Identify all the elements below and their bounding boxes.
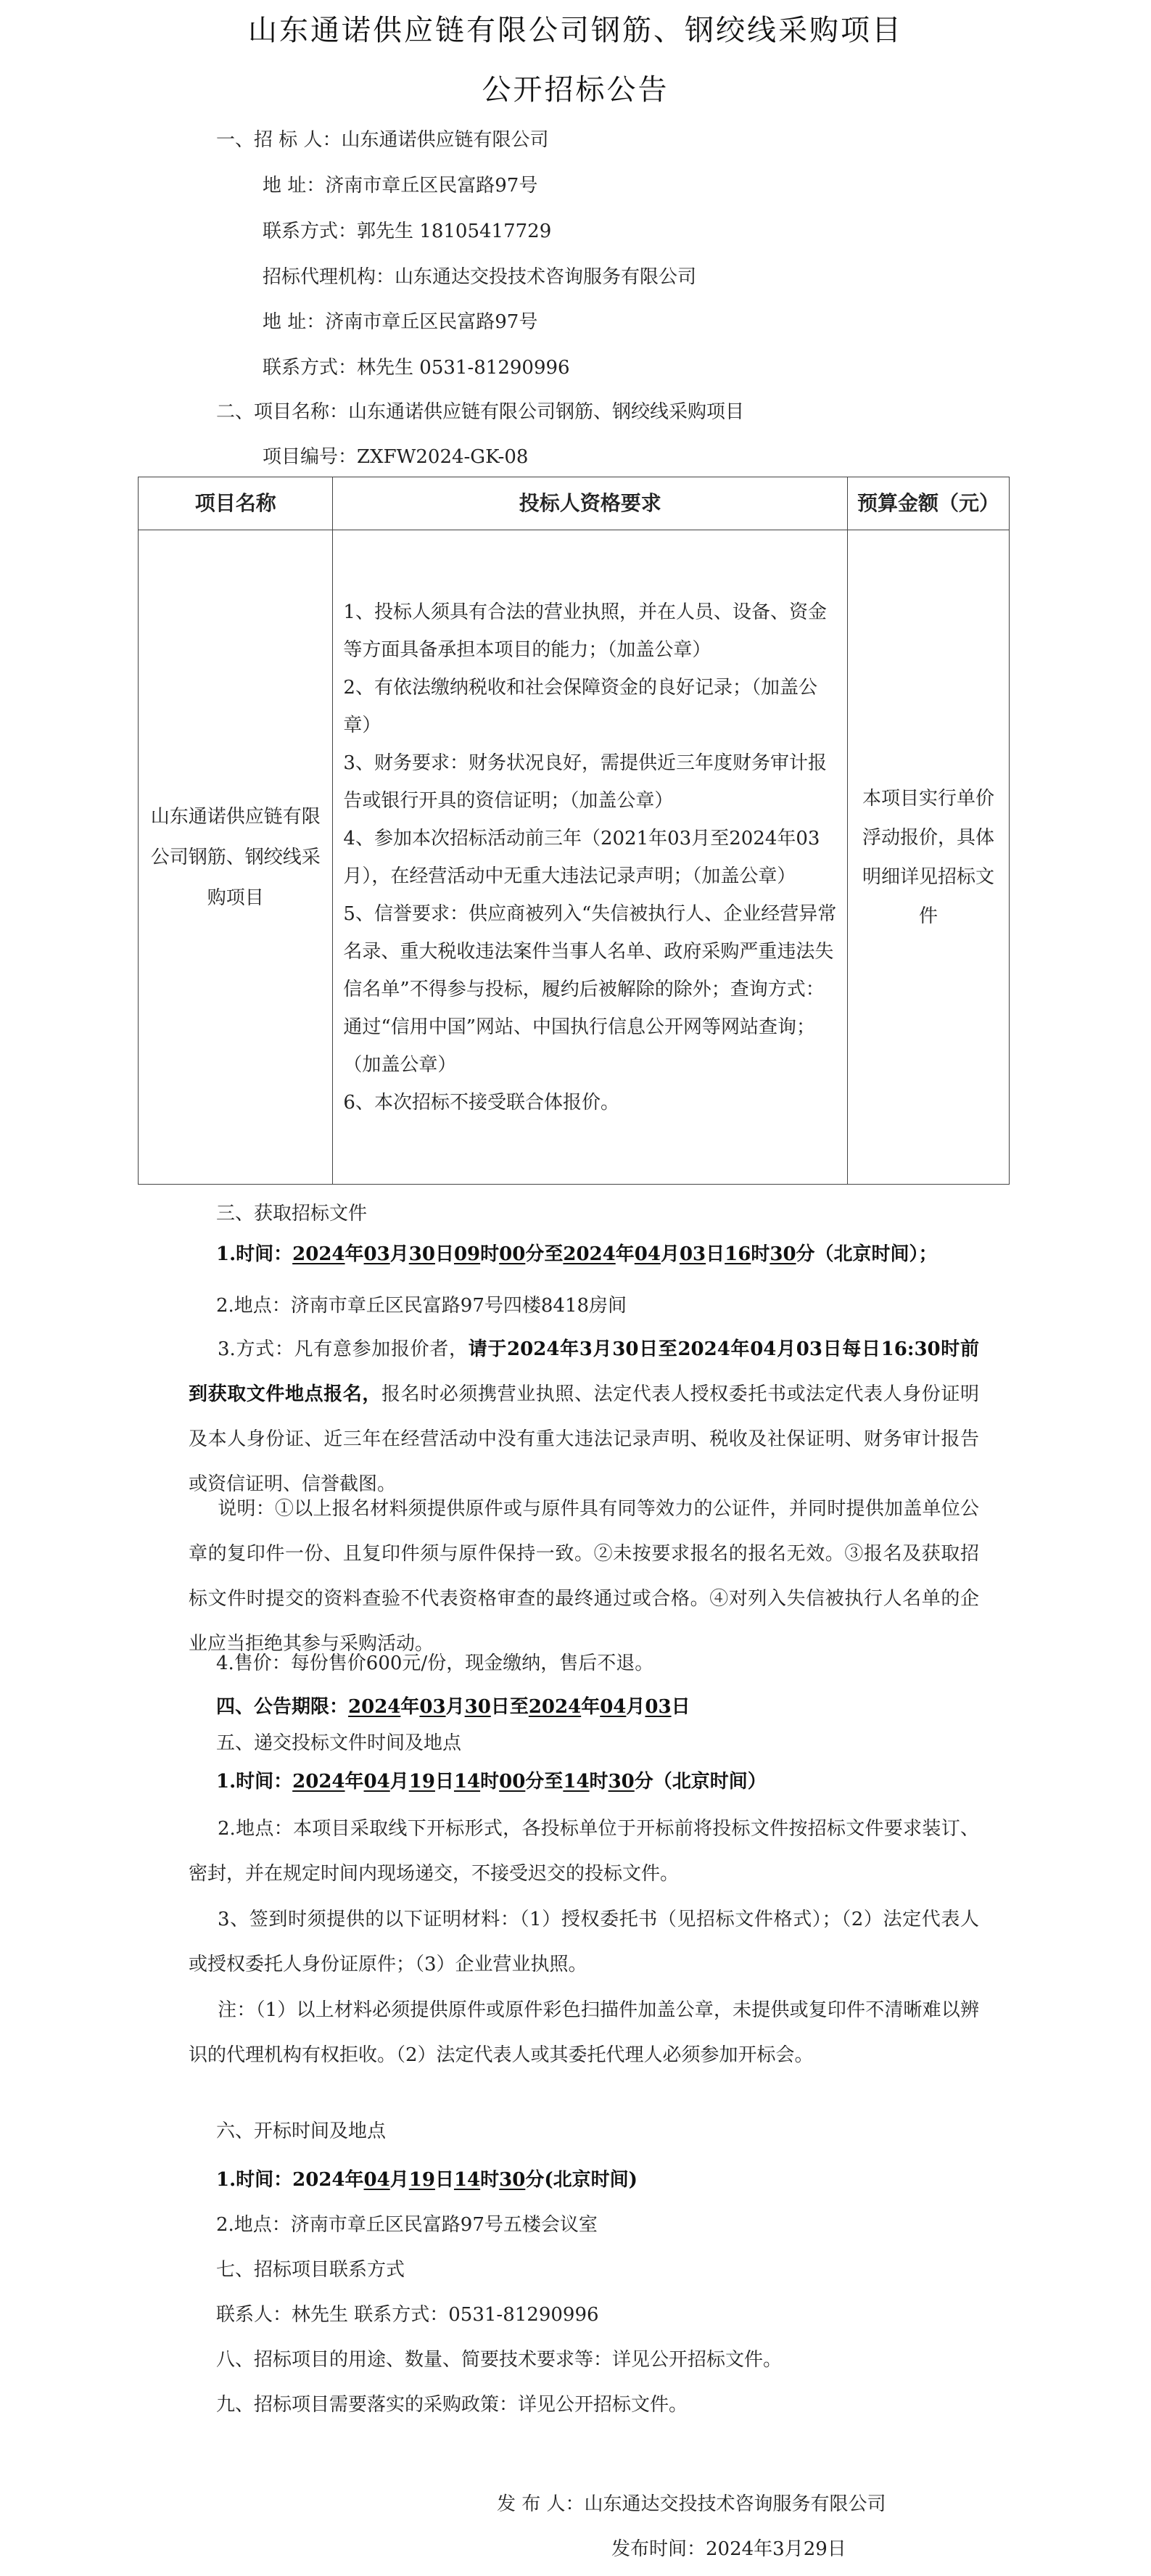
address-label: 地 址： [263, 311, 326, 333]
cell-budget: 本项目实行单价浮动报价，具体明细详见招标文件 [848, 530, 1010, 1185]
s7-contact: 联系人：林先生 联系方式：0531-81290996 [216, 2304, 599, 2326]
s3-date-part: 日 [706, 1243, 725, 1265]
s3-date-part: 03 [679, 1243, 706, 1265]
s3-date-part: 16 [725, 1243, 751, 1265]
s4-date-part: 年 [400, 1696, 420, 1718]
project-name-value: 山东通诺供应链有限公司钢筋、钢绞线采购项目 [348, 401, 745, 423]
requirement-item: 3、财务要求：财务状况良好，需提供近三年度财务审计报告或银行开具的资信证明；（加盖公章） [343, 752, 827, 812]
section6-heading: 六、开标时间及地点 [216, 2120, 387, 2142]
s6-date-part: 日 [434, 2169, 454, 2191]
s4-date-part: 日 [671, 1696, 690, 1718]
s5-date-part: 月 [389, 1771, 409, 1793]
s4-row [216, 1694, 690, 1720]
s3-date-part: 分（北京时间）； [796, 1243, 938, 1265]
agency-contact-row [263, 355, 570, 381]
section9: 九、招标项目需要落实的采购政策：详见公开招标文件。 [216, 2394, 688, 2416]
address-value: 济南市章丘区民富路97号 [325, 175, 538, 197]
tenderer-contact-row [263, 218, 551, 244]
s3-date-part: 2024 [292, 1243, 345, 1265]
s4-date-part: 03 [645, 1696, 672, 1718]
agency-value: 山东通达交投技术咨询服务有限公司 [395, 266, 697, 288]
s5-date-part: 14 [563, 1771, 590, 1793]
s4-date-part: 2024 [528, 1696, 582, 1718]
requirement-item: 2、有依法缴纳税收和社会保障资金的良好记录；（加盖公章） [343, 676, 817, 736]
s3-date-part: 2024 [563, 1243, 616, 1265]
contact-label: 联系方式： [263, 357, 358, 379]
s6-date-part: 分(北京时间) [525, 2169, 638, 2191]
s3-date-part: 月 [389, 1243, 409, 1265]
agency-label: 招标代理机构： [263, 266, 395, 288]
s5-date-part: 00 [499, 1771, 526, 1793]
s4-date-part: 月 [445, 1696, 465, 1718]
s4-date-part: 04 [600, 1696, 627, 1718]
publisher: 发 布 人：山东通达交投技术咨询服务有限公司 [497, 2493, 886, 2515]
s4-label: 四、公告期限： [216, 1696, 349, 1718]
s4-date-part: 月 [626, 1696, 645, 1718]
s5-date-part: 14 [453, 1771, 481, 1793]
s3-method [189, 1327, 979, 1507]
s5-date-part: 04 [363, 1771, 390, 1793]
agency-row [263, 264, 696, 290]
s3-date-part: 09 [453, 1243, 481, 1265]
s3-date-part: 00 [499, 1243, 526, 1265]
s3-date-part: 日 [434, 1243, 454, 1265]
s6-time-row [216, 2167, 638, 2193]
s3-place: 2.地点：济南市章丘区民富路97号四楼8418房间 [216, 1295, 627, 1317]
contact-value: 郭先生 18105417729 [357, 221, 552, 242]
s3-date-part: 03 [363, 1243, 390, 1265]
s4-date-part: 03 [419, 1696, 446, 1718]
s3-time-row [216, 1241, 938, 1267]
s6-date-part: 14 [453, 2169, 481, 2191]
s6-date-part: 年 [345, 2169, 364, 2191]
section7-heading: 七、招标项目联系方式 [216, 2259, 405, 2281]
s5-date-part: 19 [408, 1771, 435, 1793]
s6-date-part: 2024 [292, 2169, 345, 2191]
s6-time-label: 1.时间： [216, 2169, 293, 2191]
tenderer-label: 一、招 标 人： [216, 129, 342, 151]
s3-note [189, 1486, 979, 1666]
s5-note [189, 1988, 979, 2078]
s5-docs [189, 1897, 979, 1987]
s5-place [189, 1806, 979, 1896]
s3-method-c: 报名时必须携营业执照、法定代表人授权委托书或法定代表人身份证明及本人身份证、近三年在经营活动中没有重大违法记录声明、税收及社保证明、财务审计报告或资信证明、信誉截图。 [189, 1383, 979, 1495]
tenderer-value: 山东通诺供应链有限公司 [341, 129, 549, 151]
contact-label: 联系方式： [263, 221, 358, 242]
s5-date-part: 30 [608, 1771, 635, 1793]
header-project-name: 项目名称 [139, 477, 333, 530]
s3-date-part: 时 [751, 1243, 770, 1265]
s3-date-part: 分至 [525, 1243, 564, 1265]
s4-date-part: 30 [464, 1696, 491, 1718]
s5-date-part: 2024 [292, 1771, 345, 1793]
s6-date-part: 时 [480, 2169, 500, 2191]
s5-date-part: 分（北京时间） [634, 1771, 767, 1793]
header-requirements: 投标人资格要求 [333, 477, 848, 530]
address-value: 济南市章丘区民富路97号 [325, 311, 538, 333]
s3-date-part: 30 [770, 1243, 796, 1265]
contact-value: 林先生 0531-81290996 [357, 357, 570, 379]
s6-date-part: 30 [499, 2169, 526, 2191]
tenderer-address-row [263, 173, 537, 199]
project-name-label: 二、项目名称： [216, 401, 349, 423]
table-header-row [139, 477, 1010, 530]
project-code-row [263, 444, 528, 470]
s3-method-b: 请于2024年3月30日至2024年04月03日每日16:30时前到获取文件地点报名， [189, 1338, 979, 1405]
s6-date-part: 19 [408, 2169, 435, 2191]
s6-date-part: 月 [389, 2169, 409, 2191]
s3-date-part: 时 [480, 1243, 500, 1265]
s5-date-part: 分至 [525, 1771, 564, 1793]
s3-time-label: 1.时间： [216, 1243, 293, 1265]
tenderer-row [216, 127, 549, 153]
s6-date-part: 04 [363, 2169, 390, 2191]
s5-docs-text: 3、签到时须提供的以下证明材料：（1）授权委托书（见招标文件格式）；（2）法定代表人或授权委托人身份证原件；（3）企业营业执照。 [189, 1909, 979, 1975]
s5-date-part: 时 [589, 1771, 608, 1793]
s3-date-part: 04 [634, 1243, 661, 1265]
requirement-item: 1、投标人须具有合法的营业执照，并在人员、设备、资金等方面具备承担本项目的能力；（加盖公章） [343, 601, 827, 661]
project-name-row [216, 399, 744, 425]
s5-date-part: 时 [480, 1771, 500, 1793]
requirement-item: 4、参加本次招标活动前三年（2021年03月至2024年03月），在经营活动中无重大违法记录声明；（加盖公章） [343, 827, 820, 887]
s5-time-label: 1.时间： [216, 1771, 293, 1793]
requirement-item: 6、本次招标不接受联合体报价。 [343, 1091, 619, 1114]
s5-time-row [216, 1769, 767, 1795]
cell-project-name: 山东通诺供应链有限公司钢筋、钢绞线采购项目 [139, 530, 333, 1185]
qualification-table [138, 477, 1010, 1185]
s6-place: 2.地点：济南市章丘区民富路97号五楼会议室 [216, 2214, 598, 2236]
doc-title-line1: 山东通诺供应链有限公司钢筋、钢绞线采购项目 [248, 14, 903, 47]
s4-date-part: 2024 [348, 1696, 401, 1718]
agency-address-row [263, 309, 537, 335]
s3-note-text: 说明：①以上报名材料须提供原件或与原件具有同等效力的公证件，并同时提供加盖单位公章的复印件一份、且复印件须与原件保持一致。②未按要求报名的报名无效。③报名及获取招标文件时提交的资料查验不代表资格审查的最终通过或合格。④对列入失信被执行人名单的企业应当拒绝其参与采购活动。 [189, 1498, 979, 1655]
cell-requirements [333, 530, 848, 1185]
s5-date-part: 日 [434, 1771, 454, 1793]
s4-date-part: 日至 [490, 1696, 529, 1718]
s3-price: 4.售价：每份售价600元/份，现金缴纳，售后不退。 [216, 1653, 654, 1674]
header-budget: 预算金额（元） [848, 477, 1010, 530]
s3-date-part: 年 [615, 1243, 635, 1265]
address-label: 地 址： [263, 175, 326, 197]
requirement-item: 5、信誉要求：供应商被列入“失信被执行人、企业经营异常名录、重大税收违法案件当事人名单、政府采购严重违法失信名单”不得参与投标，履约后被解除的除外；查询方式：通过“信用中国”网站、中国执行信息公开网等网站查询；（加盖公章） [343, 902, 837, 1076]
s5-place-text: 2.地点：本项目采取线下开标形式，各投标单位于开标前将投标文件按招标文件要求装订、密封，并在规定时间内现场递交，不接受迟交的投标文件。 [189, 1818, 979, 1885]
s5-date-part: 年 [345, 1771, 364, 1793]
section8: 八、招标项目的用途、数量、简要技术要求等：详见公开招标文件。 [216, 2349, 783, 2371]
s3-date-part: 年 [345, 1243, 364, 1265]
s3-method-a: 3.方式：凡有意参加报价者， [218, 1338, 469, 1360]
doc-title-line2: 公开招标公告 [482, 73, 669, 107]
s3-date-part: 30 [408, 1243, 435, 1265]
project-code-label: 项目编号： [263, 446, 358, 468]
section5-heading: 五、递交投标文件时间及地点 [216, 1732, 462, 1754]
publish-date: 发布时间：2024年3月29日 [611, 2538, 846, 2560]
section3-heading: 三、获取招标文件 [216, 1203, 368, 1225]
s3-date-part: 月 [660, 1243, 680, 1265]
table-row [139, 530, 1010, 1185]
project-code-value: ZXFW2024-GK-08 [357, 446, 529, 468]
s4-date-part: 年 [581, 1696, 601, 1718]
s5-note-text: 注：（1）以上材料必须提供原件或原件彩色扫描件加盖公章，未提供或复印件不清晰难以辨识的代理机构有权拒收。（2）法定代表人或其委托代理人必须参加开标会。 [189, 1999, 979, 2066]
